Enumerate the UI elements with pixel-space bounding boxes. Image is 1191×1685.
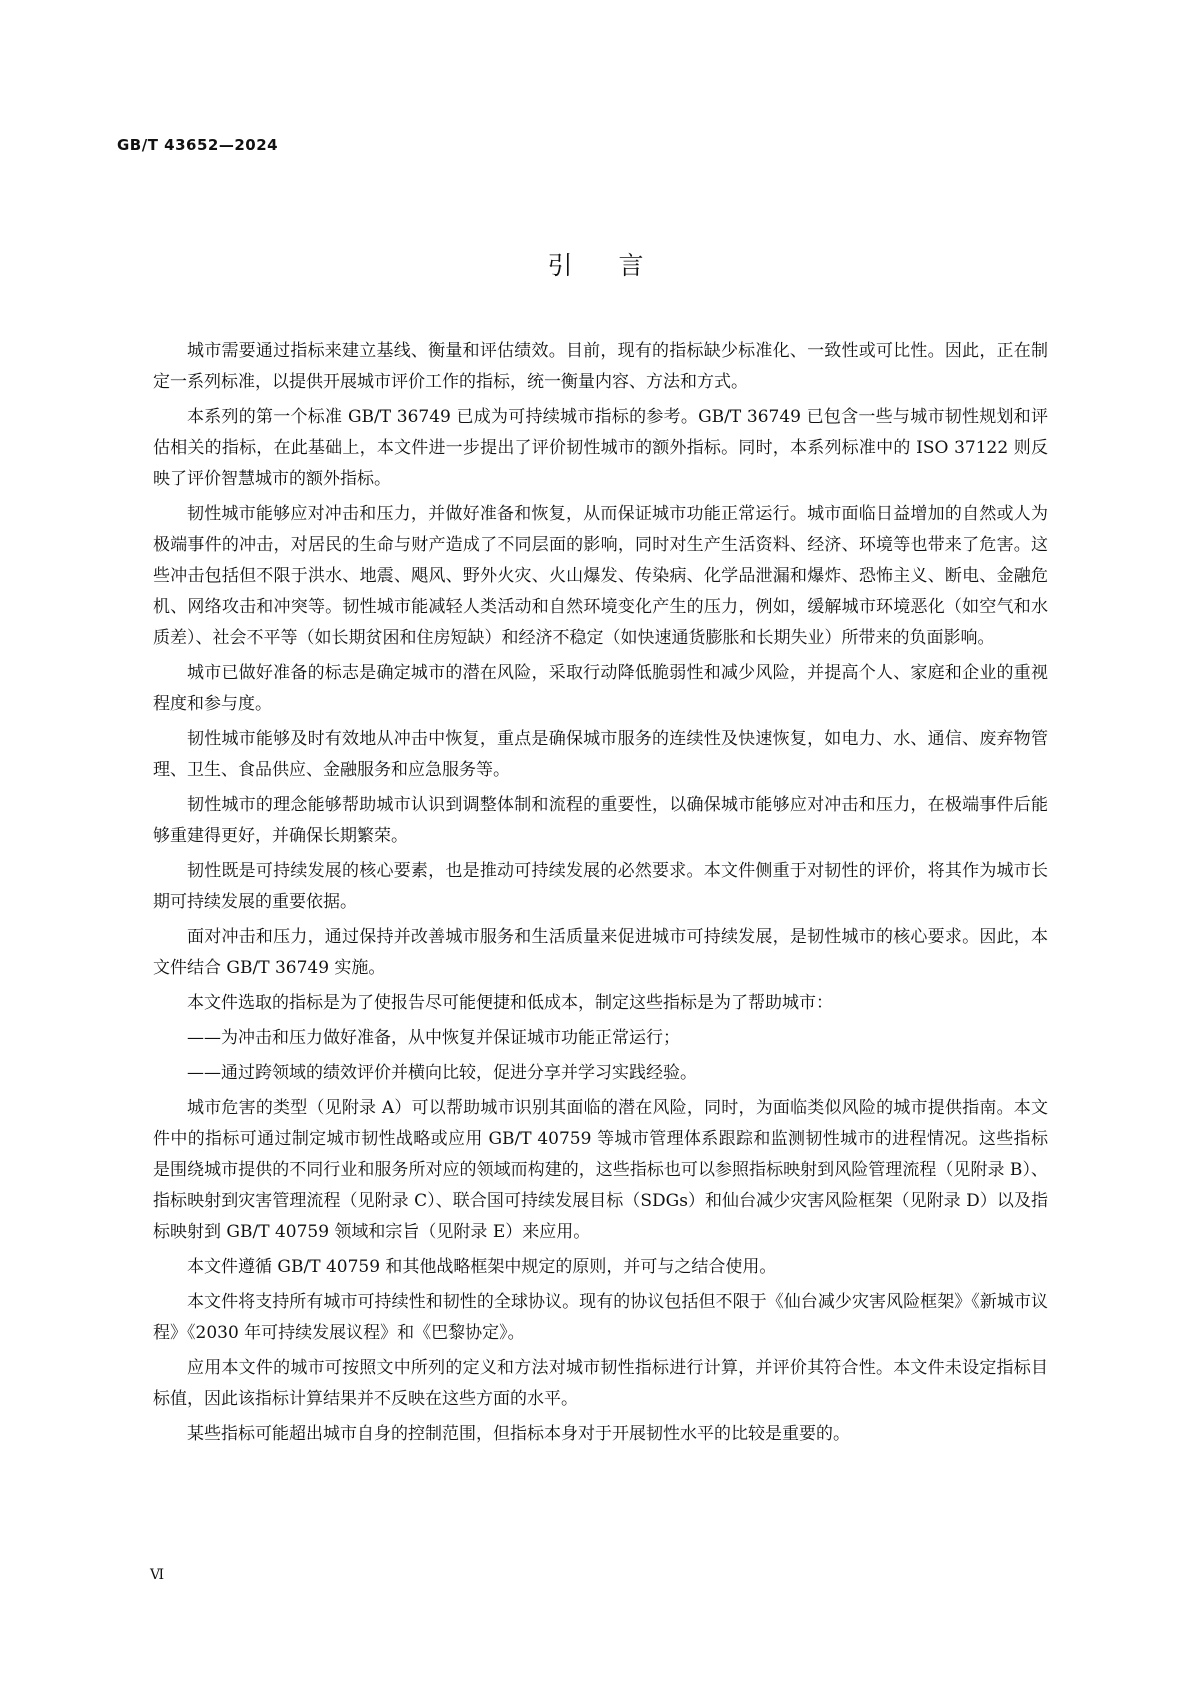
paragraph: 韧性既是可持续发展的核心要素，也是推动可持续发展的必然要求。本文件侧重于对韧性的评价，将其作为城市长期可持续发展的重要依据。 bbox=[153, 861, 1048, 912]
standard-number: GB/T 43652—2024 bbox=[117, 136, 279, 154]
paragraph: 本文件将支持所有城市可持续性和韧性的全球协议。现有的协议包括但不限于《仙台减少灾害风险框架》《新城市议程》《2030 年可持续发展议程》和《巴黎协定》。 bbox=[153, 1292, 1048, 1343]
paragraph: 本文件选取的指标是为了使报告尽可能便捷和低成本，制定这些指标是为了帮助城市： bbox=[187, 993, 833, 1013]
paragraph: 韧性城市能够应对冲击和压力，并做好准备和恢复，从而保证城市功能正常运行。城市面临日益增加的自然或人为极端事件的冲击，对居民的生命与财产造成了不同层面的影响，同时对生产生活资料、经济、环境等也带来了危害。这些冲击包括但不限于洪水、地震、飓风、野外火灾、火山爆发、传染病、化学品泄漏和爆炸、恐怖主义、断电、金融危机、网络攻击和冲突等。韧性城市能减轻人类活动和自然环境变化产生的压力，例如，缓解城市环境恶化（如空气和水质差）、社会不平等（如长期贫困和住房短缺）和经济不稳定（如快速通货膨胀和长期失业）所带来的负面影响。 bbox=[153, 504, 1048, 648]
paragraph: 城市已做好准备的标志是确定城市的潜在风险，采取行动降低脆弱性和减少风险，并提高个人、家庭和企业的重视程度和参与度。 bbox=[153, 663, 1048, 714]
list-item: ——为冲击和压力做好准备，从中恢复并保证城市功能正常运行； bbox=[187, 1028, 680, 1048]
page-title: 引言 bbox=[547, 251, 690, 280]
paragraph: 韧性城市的理念能够帮助城市认识到调整体制和流程的重要性，以确保城市能够应对冲击和压力，在极端事件后能够重建得更好，并确保长期繁荣。 bbox=[153, 795, 1048, 846]
paragraph: 韧性城市能够及时有效地从冲击中恢复，重点是确保城市服务的连续性及快速恢复，如电力、水、通信、废弃物管理、卫生、食品供应、金融服务和应急服务等。 bbox=[153, 729, 1048, 780]
paragraph: 某些指标可能超出城市自身的控制范围，但指标本身对于开展韧性水平的比较是重要的。 bbox=[187, 1424, 850, 1444]
body-text bbox=[153, 336, 1048, 1454]
paragraph: 城市需要通过指标来建立基线、衡量和评估绩效。目前，现有的指标缺少标准化、一致性或可比性。因此，正在制定一系列标准，以提供开展城市评价工作的指标，统一衡量内容、方法和方式。 bbox=[153, 341, 1048, 392]
paragraph: 本系列的第一个标准 GB/T 36749 已成为可持续城市指标的参考。GB/T 36749 已包含一些与城市韧性规划和评估相关的指标，在此基础上，本文件进一步提出了评价韧性城市的额外指标。同时，本系列标准中的 ISO 37122 则反映了评价智慧城市的额外指标。 bbox=[153, 407, 1048, 489]
page-number: Ⅵ bbox=[150, 1567, 165, 1583]
list-item: ——通过跨领域的绩效评价并横向比较，促进分享并学习实践经验。 bbox=[187, 1063, 697, 1083]
paragraph: 应用本文件的城市可按照文中所列的定义和方法对城市韧性指标进行计算，并评价其符合性。本文件未设定指标目标值，因此该指标计算结果并不反映在这些方面的水平。 bbox=[153, 1358, 1048, 1409]
paragraph: 城市危害的类型（见附录 A）可以帮助城市识别其面临的潜在风险，同时，为面临类似风险的城市提供指南。本文件中的指标可通过制定城市韧性战略或应用 GB/T 40759 等城市管理体系跟踪和监测韧性城市的进程情况。这些指标是围绕城市提供的不同行业和服务所对应的领域而构建的，这些指标也可以参照指标映射到风险管理流程（见附录 B）、指标映射到灾害管理流程（见附录 C）、联合国可持续发展目标（SDGs）和仙台减少灾害风险框架（见附录 D）以及指标映射到 GB/T 40759 领域和宗旨（见附录 E）来应用。 bbox=[153, 1098, 1048, 1242]
paragraph: 本文件遵循 GB/T 40759 和其他战略框架中规定的原则，并可与之结合使用。 bbox=[187, 1257, 777, 1277]
paragraph: 面对冲击和压力，通过保持并改善城市服务和生活质量来促进城市可持续发展，是韧性城市的核心要求。因此，本文件结合 GB/T 36749 实施。 bbox=[153, 927, 1048, 978]
